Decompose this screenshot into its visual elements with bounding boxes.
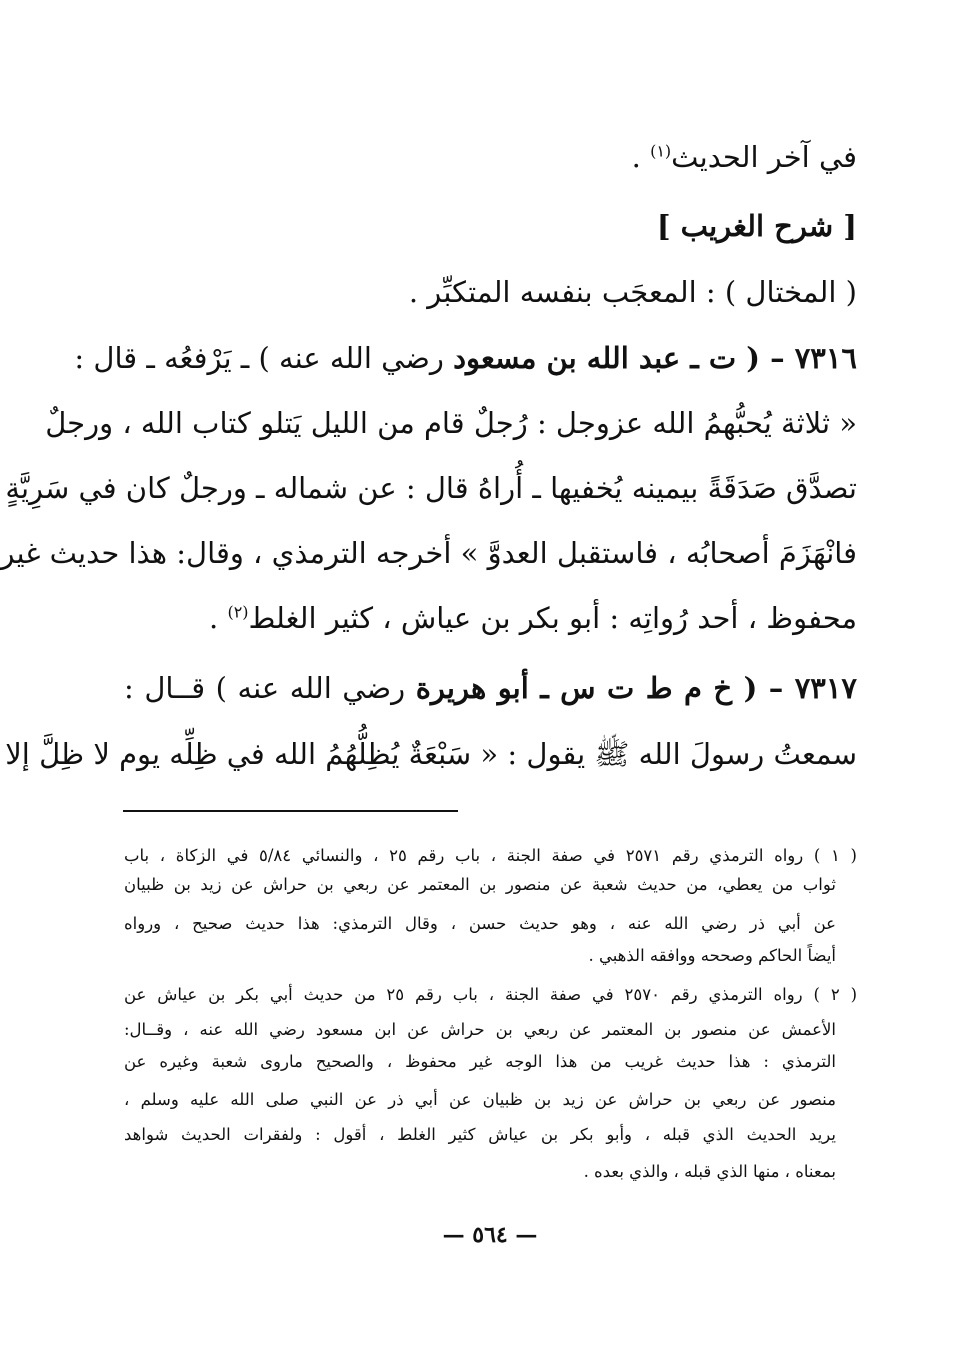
section-heading (124, 206, 857, 250)
hadith-7317-heading (124, 668, 857, 712)
main-line-text: في آخر الحديث (671, 140, 857, 174)
main-line-suffix: . (209, 601, 228, 635)
main-line-suffix: . (631, 140, 651, 174)
section-heading-text: [ شرح الغريب ] (656, 209, 857, 243)
footnote-1-line-2: ثواب من يعطي، من حديث شعبة عن منصور بن المعتمر عن ربعي بن حراش عن زيد بن ظبيان (124, 875, 836, 894)
main-line-8 (124, 598, 857, 642)
main-line-text: « ثلاثة يُحبُّهمُ الله عزوجل : رُجلٌ قام من الليل يَتلو كتاب الله ، ورجلٌ (45, 406, 857, 440)
footnote-ref-2: (٢) (227, 602, 249, 622)
footnote-ref-1: (١) (650, 141, 672, 161)
footnote-1-line-1: ( ١ ) رواه الترمذي رقم ٢٥٧١ في صفة الجنة ، باب رقم ٢٥ ، والنسائي ٥/٨٤ في الزكاة ، باب (124, 846, 857, 865)
footnote-separator (123, 810, 458, 812)
main-line-7 (0, 533, 857, 577)
footnote-1-line-3: عن أبي ذر رضي الله عنه ، وهو حديث حسن ، وقال الترمذي: هذا حديث صحيح ، ورواه (124, 914, 836, 933)
main-line-5 (45, 403, 857, 447)
main-line-1 (124, 137, 857, 181)
main-line-6 (5, 468, 857, 512)
main-line-10 (5, 734, 857, 778)
footnote-1-line-4: أيضاً الحاكم وصححه ووافقه الذهبي . (588, 946, 836, 965)
footnote-2-line-3: الترمذي : هذا حديث غريب من هذا الوجه غير محفوظ ، والصحيح ماروى شعبة وغيره عن (124, 1052, 836, 1071)
main-line-text: سمعتُ رسولَ الله ﷺ يقول : « سَبْعَةٌ يُظِلُّهُمُ الله في ظِلِّه يوم لا ظِلَّ إلا (5, 737, 857, 771)
footnote-2-line-2: الأعمش عن منصور بن المعتمر عن ربعي بن حراش عن ابن مسعود رضي الله عنه ، وقــال: (124, 1020, 836, 1039)
page-number: — ٥٦٤ — (442, 1222, 538, 1248)
main-line-text: فانْهَزَمَ أصحابُه ، فاستقبل العدوَّ » أخرجه الترمذي ، وقال: هذا حديث غير (0, 536, 857, 570)
footnote-2-line-5: يريد الحديث الذي قبله ، وأبو بكر بن عياش كثير الغلط ، أقول : ولفقرات الحديث شواهد (124, 1125, 836, 1144)
hadith-7316-heading (74, 338, 857, 382)
main-line-3 (124, 272, 857, 316)
main-line-text: رضي الله عنه ) قــال : (124, 671, 416, 705)
main-line-text: تصدَّق صَدَقَةً بيمينه يُخفيها ـ أُراهُ قال : عن شماله ـ ورجلٌ كان في سَرِيَّةٍ (5, 471, 857, 505)
main-line-text: محفوظ ، أحد رُواتِه : أبو بكر بن عياش ، كثير الغلط (248, 601, 857, 635)
footnote-2-line-1: ( ٢ ) رواه الترمذي رقم ٢٥٧٠ في صفة الجنة ، باب رقم ٢٥ من حديث أبي بكر بن عياش عن (124, 985, 858, 1004)
main-line-text: رضي الله عنه ) ـ يَرْفعُه ـ قال : (74, 341, 454, 375)
hadith-number-7316: ٧٣١٦ – ( ت ـ عبد الله بن مسعود (453, 341, 857, 375)
main-line-text: ( المختال ) : المعجَب بنفسه المتكبِّر . (408, 275, 857, 309)
footnote-2-line-6: بمعناه ، منها الذي قبله ، والذي بعده . (583, 1162, 836, 1181)
footnote-2-line-4: منصور عن ربعي بن حراش عن زيد بن ظبيان عن أبي ذر عن النبي صلى الله عليه وسلم ، (124, 1090, 836, 1109)
hadith-number-7317: ٧٣١٧ – ( خ م ط ت س ـ أبو هريرة (415, 671, 858, 705)
